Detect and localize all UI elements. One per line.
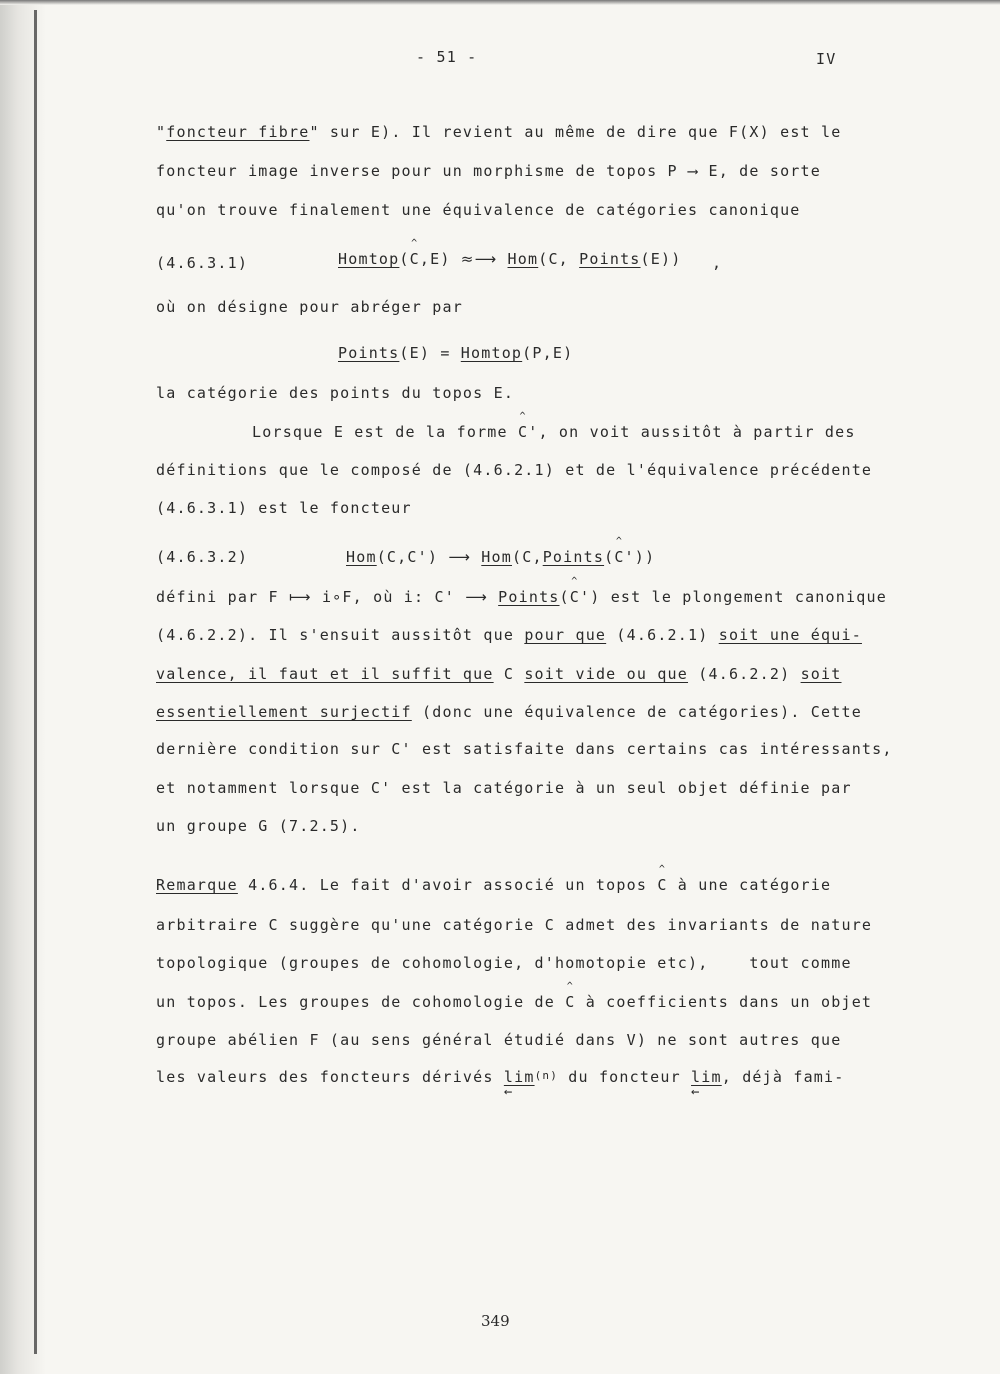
equation-points: Points(E) = Homtop(P,E)	[338, 344, 574, 362]
text-line: où on désigne pour abréger par	[156, 298, 463, 316]
equation-comma: ,	[712, 254, 723, 272]
remark-heading-line: Remarque 4.6.4. Le fait d'avoir associé un topos ^ C à une catégorie	[156, 876, 831, 894]
text-line: et notamment lorsque C' est la catégorie à un seul objet définie par	[156, 779, 852, 797]
chapter-marker: IV	[816, 50, 837, 68]
equation-4-6-3-2: Hom(C,C') ⟶ Hom(C,Points(^ C'))	[346, 548, 655, 566]
text-line: arbitraire C suggère qu'une catégorie C admet des invariants de nature	[156, 916, 873, 934]
text-line: défini par F ⟼ i∘F, où i: C' ⟶ Points(^ C') est le plongement canonique	[156, 588, 887, 606]
text-line: dernière condition sur C' est satisfaite dans certains cas intéressants,	[156, 740, 893, 758]
text-line: topologique (groupes de cohomologie, d'homotopie etc), tout comme	[156, 954, 852, 972]
text-line: "foncteur fibre" sur E). Il revient au même de dire que F(X) est le	[156, 123, 842, 141]
equation-number: (4.6.3.2)	[156, 548, 249, 566]
equation-number: (4.6.3.1)	[156, 254, 249, 272]
text-line: définitions que le composé de (4.6.2.1) et de l'équivalence précédente	[156, 461, 873, 479]
text-line: qu'on trouve finalement une équivalence de catégories canonique	[156, 201, 801, 219]
text-line: la catégorie des points du topos E.	[156, 384, 515, 402]
text-line: Lorsque E est de la forme ^ C', on voit aussitôt à partir des	[252, 423, 856, 441]
text-line: les valeurs des foncteurs dérivés lim ←$^{(n)}$ du foncteur lim ←, déjà fami-	[156, 1068, 845, 1086]
text-line: valence, il faut et il suffit que C soit vide ou que (4.6.2.2) soit	[156, 665, 842, 683]
page-edge-shadow	[0, 0, 46, 1374]
text-line: un groupe G (7.2.5).	[156, 817, 361, 835]
top-edge-shadow	[0, 0, 1000, 5]
text-line: groupe abélien F (au sens général étudié dans V) ne sont autres que	[156, 1031, 842, 1049]
text-line: (4.6.2.2). Il s'ensuit aussitôt que pour que (4.6.2.1) soit une équi-	[156, 626, 862, 644]
text-line: foncteur image inverse pour un morphisme de topos P ⟶ E, de sorte	[156, 162, 821, 180]
page-number: - 51 -	[416, 48, 478, 66]
folio-number: 349	[481, 1312, 510, 1330]
equation-4-6-3-1: Homtop(^ C,E) ≈⟶ Hom(C, Points(E))	[338, 250, 681, 268]
text-line: un topos. Les groupes de cohomologie de ^ C à coefficients dans un objet	[156, 993, 872, 1011]
text-line: essentiellement surjectif (donc une équivalence de catégories). Cette	[156, 703, 862, 721]
text-line: (4.6.3.1) est le foncteur	[156, 499, 412, 517]
binding-spine	[34, 10, 37, 1354]
